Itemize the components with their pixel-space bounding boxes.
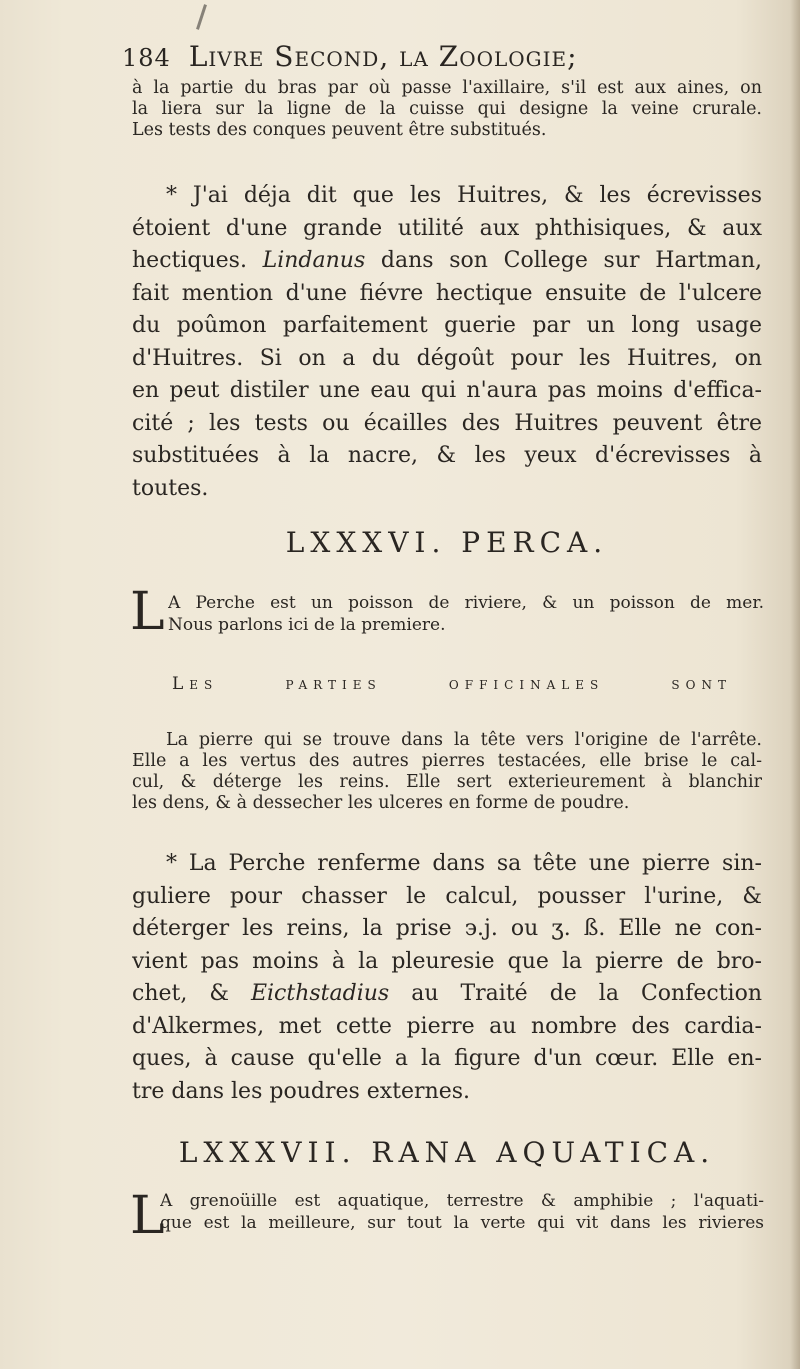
section-title-rana: LXXXVII. RANA AQUATICA. [178,1136,716,1169]
text-line: substituées à la nacre, & les yeux d'écrevisses à [132,443,762,468]
text-line: d'Alkermes, met cette pierre au nombre des cardia- [132,1013,762,1039]
rana-intro [160,1190,764,1234]
italic-name: Lindanus [262,248,366,273]
page-edge-shadow [790,0,800,1369]
dropcap-perca: L [130,582,165,642]
text-line: * La Perche renferme dans sa tête une pierre sin- [166,851,762,876]
text-line: chet, & Eicthstadius au Traité de la Confection [132,981,762,1006]
text-line: cité ; les tests ou écailles des Huitres peuvent être [132,410,762,436]
text-line: hectiques. Lindanus dans son College sur Hartman, [132,248,762,273]
pencil-mark [196,4,207,30]
top-paragraph [132,78,762,141]
text-line: tre dans les poudres externes. [132,1078,471,1104]
text-line: en peut distiler une eau qui n'aura pas moins d'effica- [132,378,762,403]
text-line: A Perche est un poisson de riviere, & un poisson de mer. [168,593,764,613]
text-line: ques, à cause qu'elle a la figure d'un cœur. Elle en- [132,1046,762,1071]
text-line: d'Huitres. Si on a du dégoût pour les Huitres, on [132,345,762,371]
text-line: fait mention d'une fiévre hectique ensuite de l'ulcere [132,280,762,306]
page-number: 184 [122,44,171,72]
text-line: du poûmon parfaitement guerie par un long usage [132,313,762,338]
perca-intro [168,592,764,636]
italic-name: Eicthstadius [250,981,390,1006]
text-line: à la partie du bras par où passe l'axillaire, s'il est aux aines, on [132,78,762,98]
text-line: la liera sur la ligne de la cuisse qui designe la veine crurale. [132,99,762,119]
text-line: * J'ai déja dit que les Huitres, & les écrevisses [166,183,762,208]
running-header [122,40,762,73]
text-line: déterger les reins, la prise ϶.j. ou ʒ. ß. Elle ne con- [132,916,762,941]
text-line: Les tests des conques peuvent être substitués. [132,120,547,140]
subheading-officinales: Les parties officinales sont [172,674,732,694]
text-line: La pierre qui se trouve dans la tête vers l'origine de l'arrête. [166,730,762,750]
perca-note [132,848,762,1108]
note-huitres [132,180,762,505]
text-line: toutes. [132,475,209,501]
text-line: guliere pour chasser le calcul, pousser l'urine, & [132,883,762,909]
section-title-perca: LXXXVI. PERCA. [285,526,609,559]
dropcap-rana: L [130,1186,165,1246]
text-line: A grenoüille est aquatique, terrestre & amphibie ; l'aquati- [160,1191,764,1211]
text-line: les dens, & à dessecher les ulceres en forme de poudre. [132,793,630,813]
perca-official-parts [132,730,762,814]
text-line: Nous parlons ici de la premiere. [168,615,446,635]
text-line: cul, & déterge les reins. Elle sert exterieurement à blanchir [132,772,762,792]
text-line: vient pas moins à la pleuresie que la pierre de bro- [132,948,762,974]
text-line: que est la meilleure, sur tout la verte qui vit dans les rivieres [160,1213,764,1233]
text-line: étoient d'une grande utilité aux phthisiques, & aux [132,215,762,241]
text-line: Elle a les vertus des autres pierres testacées, elle brise le cal- [132,751,762,771]
running-title: Livre Second, la Zoologie; [188,40,578,73]
